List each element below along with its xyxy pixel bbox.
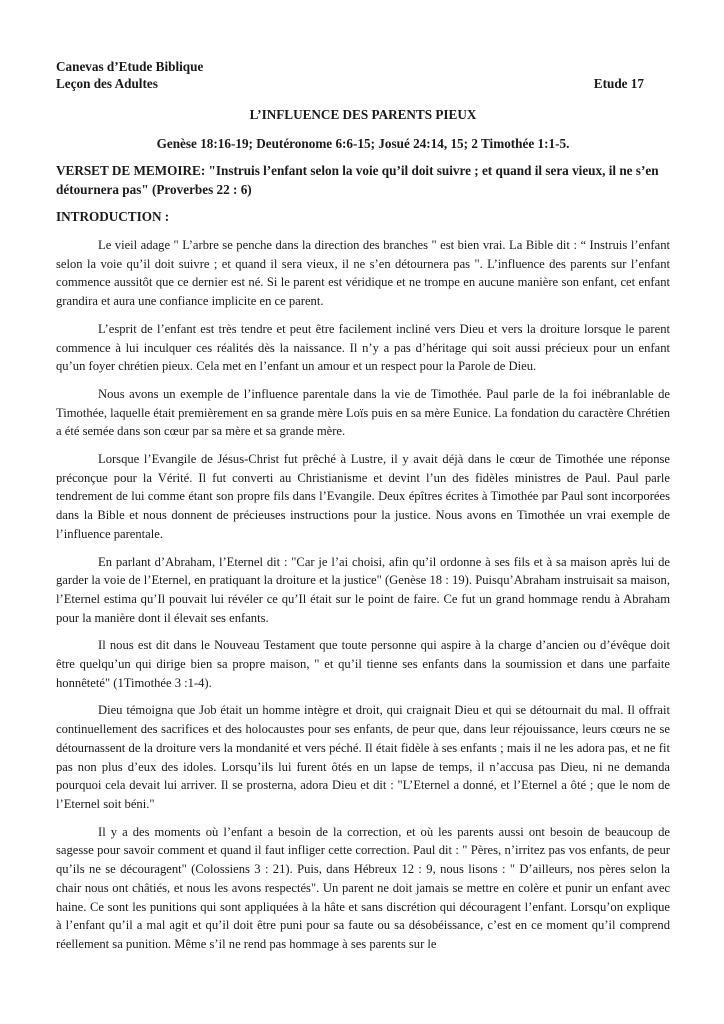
body-paragraph: Lorsque l’Evangile de Jésus-Christ fut prêché à Lustre, il y avait déjà dans le cœur de Timothée une réponse préconçue pour la Vérité. Il fut converti au Christianisme et devint l’un des fidèles ministres de Paul. Paul parle tendrement de lui comme étant son propre fils dans l’Evangile. Deux épîtres écrites à Timothée par Paul sont incorporées dans la Bible et nous donnent de précieuses instructions pour la justice. Nous avons en Timothée un vrai exemple de l’influence parentale. — [56, 452, 670, 541]
lesson-title: L’INFLUENCE DES PARENTS PIEUX — [249, 107, 477, 122]
body-paragraph: En parlant d’Abraham, l’Eternel dit : "Car je l’ai choisi, afin qu’il ordonne à ses fils et à sa maison après lui de garder la voie de l’Eternel, en pratiquant la droiture et la justice" (Genèse 18 : 19). Puisqu’Abraham instruisait sa maison, l’Eternel estima qu’Il pouvait lui révéler ce qu’Il était sur le point de faire. Ce fut un grand hommage rendu à Abraham pour la manière dont il élevait ses enfants. — [56, 554, 670, 625]
body-paragraph: L’esprit de l’enfant est très tendre et peut être facilement incliné vers Dieu et vers la droiture lorsque le parent commence à lui inculquer ces réalités dès la naissance. Il n’y a pas d’héritage qui soit aussi précieux pour un enfant qu’un foyer chrétien pieux. Cela met en l’enfant un amour et un respect pour la Parole de Dieu. — [56, 321, 670, 374]
document-header — [56, 58, 670, 92]
header-row — [56, 75, 670, 92]
body-paragraph: Le vieil adage " L’arbre se penche dans la direction des branches " est bien vrai. La Bible dit : “ Instruis l’enfant selon la voie qu’il doit suivre ; et quand il sera vieux, il ne s’en détournera pas ". L’influence des parents sur l’enfant commence aussitôt que ce dernier est né. Si le parent est véridique et ne trompe en aucune manière son enfant, cet enfant grandira et aura une confiance implicite en ce parent. — [56, 238, 670, 309]
body-paragraph: Il nous est dit dans le Nouveau Testament que toute personne qui aspire à la charge d’ancien ou d’évêque doit être quelqu’un qui dirige bien sa propre maison, " et qu’il tienne ses enfants dans la soumission et dans une parfaite honnêteté" (1Timothée 3 :1-4). — [56, 638, 670, 690]
body-paragraph: Dieu témoigna que Job était un homme intègre et droit, qui craignait Dieu et qui se détournait du mal. Il offrait continuellement des sacrifices et des holocaustes pour ses enfants, de peur que, dans leur réjouissance, leurs cœurs ne se détournassent de la droiture vers la mondanité et vers péché. Il était fidèle à ses enfants ; mais il ne les adora pas, et ne fit pas non plus d’eux des idoles. Lorsqu’ils lui furent ôtés en un lapse de temps, il n’accusa pas Dieu, ni ne demanda pourquoi cela devait lui arriver. Il se prosterna, adora Dieu et dit : "L’Eternel a donné, et l’Eternel a ôté ; que le nom de l’Eternel soit béni." — [56, 703, 670, 811]
header-course-name: Canevas d’Etude Biblique — [56, 59, 204, 74]
header-study-number: Etude 17 — [593, 76, 644, 91]
body-paragraph: Nous avons un exemple de l’influence parentale dans la vie de Timothée. Paul parle de la foi inébranlable de Timothée, laquelle était premièrement en sa grande mère Loïs puis en sa mère Eunice. La fondation du caractère Chrétien a été semée dans son cœur par sa mère et sa grande mère. — [56, 386, 670, 439]
header-class-name: Leçon des Adultes — [56, 76, 158, 91]
body-paragraph: Il y a des moments où l’enfant a besoin de la correction, et où les parents aussi ont besoin de beaucoup de sagesse pour savoir comment et quand il faut infliger cette correction. Paul dit : " Pères, n’irritez pas vos enfants, de peur qu’ils ne se découragent" (Colossiens 3 : 21). Puis, dans Hébreux 12 : 9, nous lisons : " D’ailleurs, nos pères selon la chair nous ont châtiés, et nous les avons respectés". Un parent ne doit jamais se mettre en colère et punir un enfant avec haine. Ce sont les punitions qui sont appliquées à la hâte et sans discrétion qui découragent l’enfant. Lorsqu’on explique à l’enfant qu’il a mal agit et qu’il doit être puni pour sa faute ou sa désobéissance, c’est en ce moment qu’il comprend réellement sa punition. Même s’il ne rend pas hommage à ses parents sur le — [56, 824, 670, 951]
document-page — [56, 58, 670, 954]
memory-verse: VERSET DE MEMOIRE: "Instruis l’enfant selon la voie qu’il doit suivre ; et quand il sera vieux, il ne s’en détournera pas" (Proverbes 22 : 6) — [56, 163, 659, 197]
introduction-heading: INTRODUCTION : — [56, 209, 170, 224]
scripture-references: Genèse 18:16-19; Deutéronome 6:6-15; Josué 24:14, 15; 2 Timothée 1:1-5. — [156, 136, 570, 151]
